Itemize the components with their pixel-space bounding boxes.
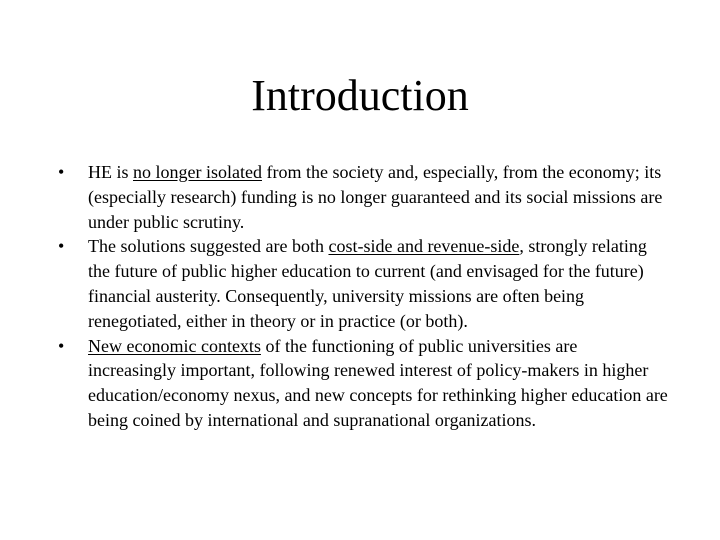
bullet-underlined-text: New economic contexts <box>88 335 261 356</box>
bullet-list <box>58 160 668 433</box>
slide-title: Introduction <box>251 71 469 120</box>
bullet-underlined-text: no longer isolated <box>133 162 262 182</box>
bullet-text-before: HE is <box>88 162 133 182</box>
bullet-text-after: of the functioning of public universities are increasingly important, following renewed interest of policy-makers in higher education/economy nexus, and new concepts for rethinking higher education are being coined by international and supranational organizations. <box>88 335 668 430</box>
bullet-icon: • <box>58 236 65 257</box>
bullet-text-after: from the society and, especially, from the economy; its (especially research) funding is no longer guaranteed and its social missions are under public scrutiny. <box>88 162 663 232</box>
bullet-text-before: The solutions suggested are both <box>88 236 329 257</box>
bullet-icon: • <box>58 162 65 182</box>
bullet-text-after: , strongly relating the future of public higher education to current (and envisaged for the future) financial austerity. Consequently, university missions are often being renegotiated, either in theory or in practice (or both). <box>88 236 647 331</box>
bullet-item <box>58 234 668 333</box>
bullet-item <box>58 334 668 433</box>
bullet-icon: • <box>58 335 65 356</box>
bullet-underlined-text: cost-side and revenue-side <box>328 236 520 257</box>
bullet-item <box>58 160 668 234</box>
